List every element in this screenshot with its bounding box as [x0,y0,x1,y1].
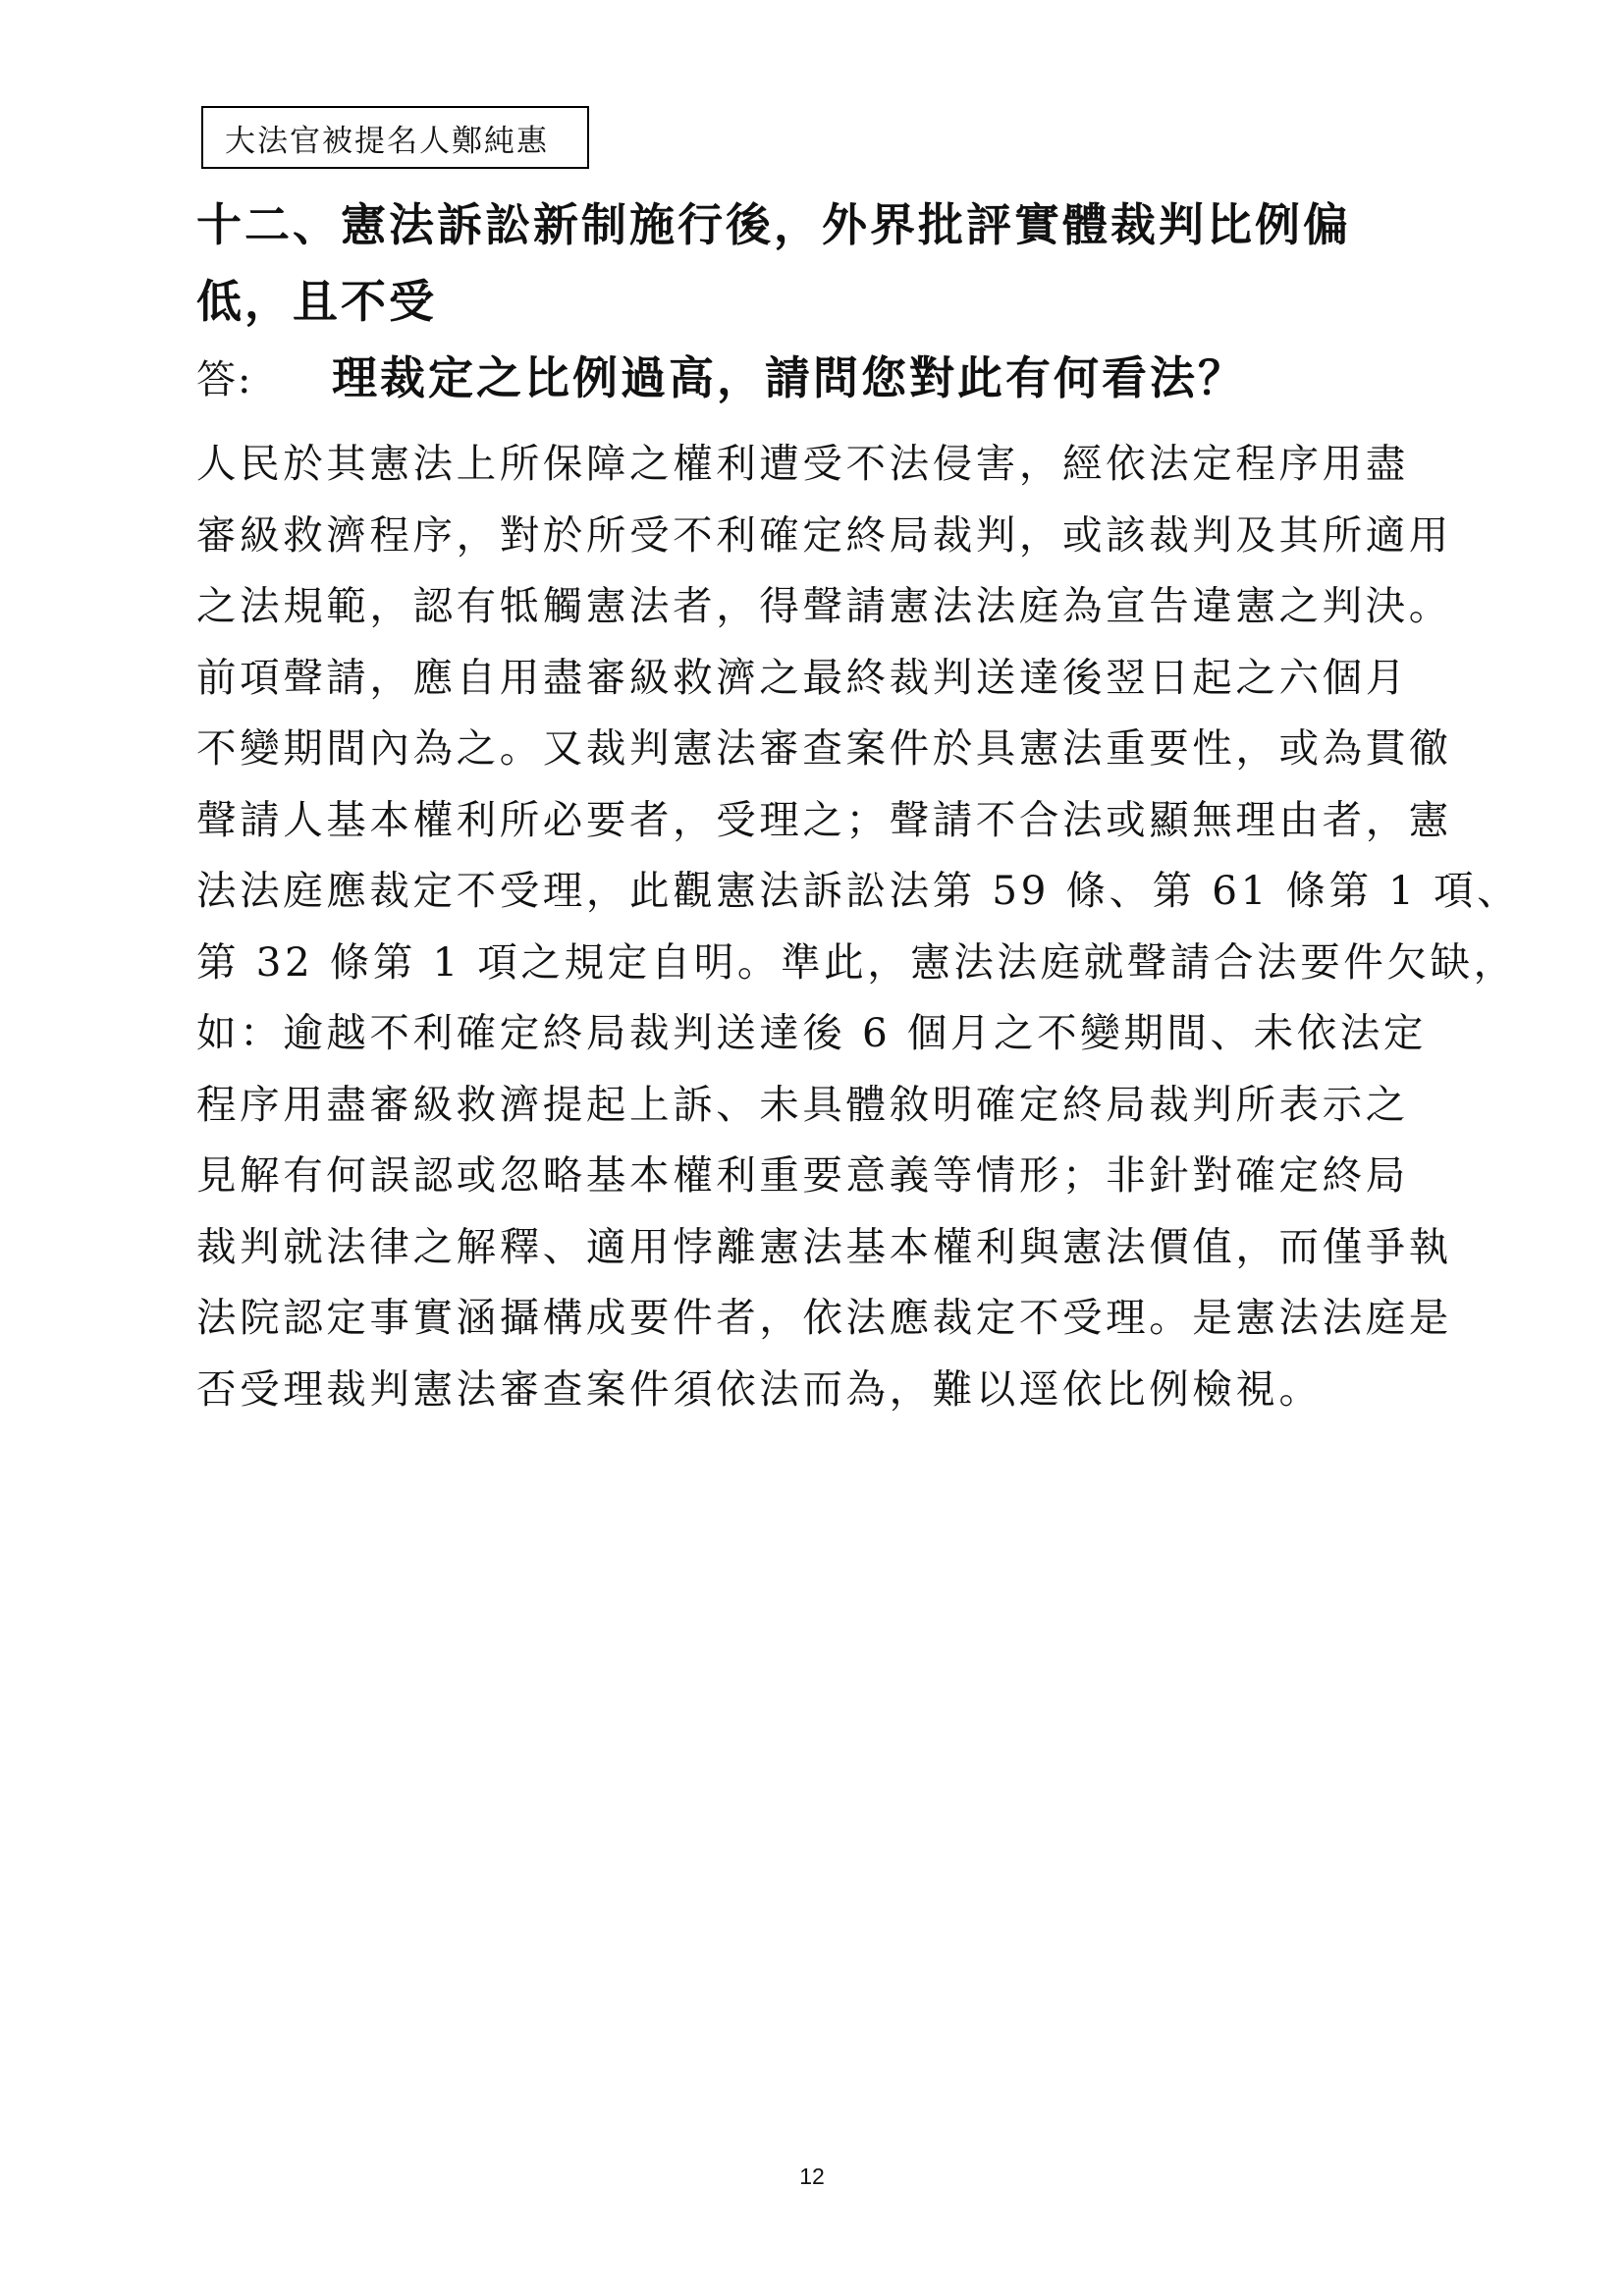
answer-line: 人民於其憲法上所保障之權利遭受不法侵害，經依法定程序用盡 [196,440,1409,487]
question-line-2: 理裁定之比例過高，請問您對此有何看法？ [332,351,1246,404]
answer-line: 之法規範，認有牴觸憲法者，得聲請憲法法庭為宣告違憲之判決。 [196,582,1452,629]
answer-paragraph [196,428,1521,1424]
nominee-label: 大法官被提名人鄭純惠 [225,123,549,159]
answer-line: 第 32 條第 1 項之規定自明。準此，憲法法庭就聲請合法要件欠缺， [196,937,1517,986]
answer-line: 聲請人基本權利所必要者，受理之；聲請不合法或顯無理由者，憲 [196,795,1452,843]
answer-line: 法法庭應裁定不受理，此觀憲法訴訟法第 59 條、第 61 條第 1 項、 [196,867,1521,914]
answer-line: 法院認定事實涵攝構成要件者，依法應裁定不受理。是憲法法庭是 [196,1294,1452,1341]
answer-label: 答: [196,357,253,402]
nominee-label-box [201,106,589,169]
answer-line: 程序用盡審級救濟提起上訴、未具體敘明確定終局裁判所表示之 [196,1080,1409,1128]
page-number: 12 [799,2163,825,2189]
question-line-1: 十二、憲法訴訟新制施行後，外界批評實體裁判比例偏低，且不受 [196,198,1351,328]
answer-line: 裁判就法律之解釋、適用悖離憲法基本權利與憲法價值，而僅爭執 [196,1222,1452,1270]
answer-line: 前項聲請，應自用盡審級救濟之最終裁判送達後翌日起之六個月 [196,653,1409,701]
answer-line: 見解有何誤認或忽略基本權利重要意義等情形；非針對確定終局 [196,1151,1409,1199]
answer-line: 如：逾越不利確定終局裁判送達後 6 個月之不變期間、未依法定 [196,1009,1428,1056]
question-heading [196,187,1443,416]
answer-line: 審級救濟程序，對於所受不利確定終局裁判，或該裁判及其所適用 [196,510,1452,559]
answer-line: 否受理裁判憲法審查案件須依法而為，難以逕依比例檢視。 [196,1364,1323,1413]
answer-line: 不變期間內為之。又裁判憲法審查案件於具憲法重要性，或為貫徹 [196,724,1452,772]
